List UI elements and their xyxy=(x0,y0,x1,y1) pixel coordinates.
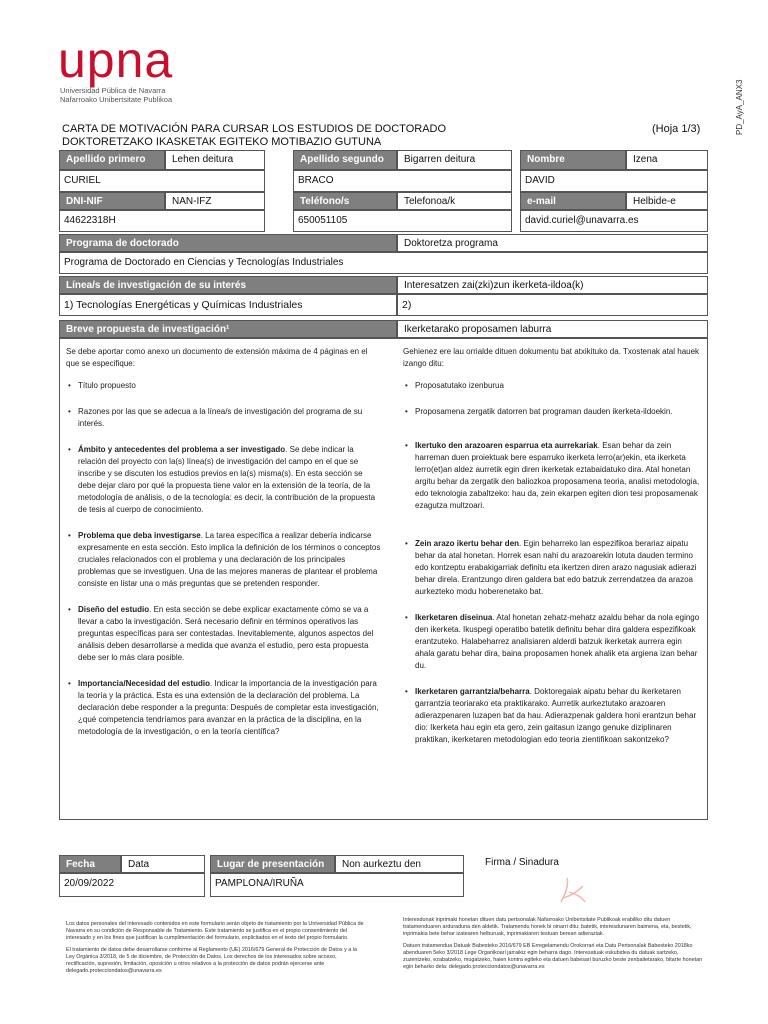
lugar-field[interactable]: PAMPLONA/IRUÑA xyxy=(210,873,464,897)
eu-bullet-diseinua-text: . Atal honetan zehatz-mehatz azaldu behar da nola egingo den ikerketa. Ikuspegi operatibo batetik definitu behar dira galdera espezifikoak erantzuteko. Halabeharrez analisiaren alderdi batzuk ikerketak aurrera egin ahala garatu behar dira, baina proposamen honek ahalik eta argiena izan behar du. xyxy=(415,613,700,670)
eu-bullet-garrantzia-text: . Doktoregaiak aipatu behar du ikerketaren garrantzia teoriarako eta praktikarako. Aurretik aurkeztutako arazoaren adierazpenaren luzapen bat da hau. Adierazpenak galdera honi erantzun behar dio: Ikerketa hau egin eta gero, zein gaitasun izango genuke diziplinaren praktikan, ikerketaren metodologian edo teoria zientifikoan sakontzeko? xyxy=(415,687,697,744)
email-label-eu: Helbide-e xyxy=(626,192,708,210)
linea-2-field[interactable]: 2) xyxy=(397,294,708,316)
apellido2-label-eu: Bigarren deitura xyxy=(397,150,512,170)
eu-bullet-garrantzia-title: Ikerketaren garrantzia/beharra xyxy=(415,687,530,696)
apellido2-field[interactable]: BRACO xyxy=(293,170,512,192)
university-name-es: Universidad Pública de Navarra xyxy=(60,86,166,95)
programa-field[interactable]: Programa de Doctorado en Ciencias y Tecnologías Industriales xyxy=(59,252,708,274)
es-bullet-ambito-text: . Se debe indicar la relación del proyecto con la(s) línea(s) de investigación del campo en el que se inscribe y se discuten los estudios previos en la(s) misma(s). En esta sección se debe dejar claro por qué la propuesta tiene valor en la extensión de la teoría, de la metodología de análisis, o de la tecnología: es decir, la contribución de la propuesta de tesis al cuerpo de conocimiento. xyxy=(78,445,376,514)
dni-field[interactable]: 44622318H xyxy=(59,210,265,232)
es-bullet-titulo xyxy=(66,380,382,392)
eu-bullet-garrantzia xyxy=(403,686,701,746)
email-field[interactable]: david.curiel@unavarra.es xyxy=(520,210,708,232)
es-bullet-problema xyxy=(66,530,382,590)
lugar-label: Lugar de presentación xyxy=(210,855,335,873)
title-es: CARTA DE MOTIVACIÓN PARA CURSAR LOS ESTUDIOS DE DOCTORADO xyxy=(62,123,447,135)
lugar-label-eu: Non aurkeztu den xyxy=(335,855,464,873)
eu-bullet-izenburua-text: Proposatutako izenburua xyxy=(415,381,504,390)
fecha-label-eu: Data xyxy=(121,855,205,873)
lineas-label: Línea/s de investigación de su interés xyxy=(59,276,397,294)
propuesta-es-column xyxy=(66,346,382,747)
eu-bullet-diseinua xyxy=(403,612,701,672)
programa-label: Programa de doctorado xyxy=(59,234,397,252)
eu-bullet-arazoa xyxy=(403,538,701,598)
legal-es-1: Los datos personales del interesado contenidos en este formulario serán objeto de tratamiento por la Universidad Pública de Navarra en su condición de Responsable de Tratamiento. Este tratamiento se justifica en el propio consentimiento del interesado y en los fines que justifican la cumplimentación del formulario, explicitados en el texto del propio formulario. xyxy=(66,921,364,941)
signature-area[interactable] xyxy=(545,872,605,912)
upna-logo: upna xyxy=(58,32,174,88)
linea-1-field[interactable]: 1) Tecnologías Energéticas y Químicas Industriales xyxy=(59,294,397,316)
es-bullet-problema-title: Problema que deba investigarse xyxy=(78,531,201,540)
lineas-label-eu: Interesatzen zai(zki)zun ikerketa-ildoa(k) xyxy=(397,276,708,294)
es-bullet-importancia xyxy=(66,678,382,738)
es-bullet-problema-text: . La tarea específica a realizar debería indicarse expresamente en esta sección. Esto implica la definición de los términos o conceptos cruciales relacionados con el problema y una declaración de los principales problemas que se investiguen. Una de las mejores maneras de plantear el problema consiste en listar una o más preguntas que se pretenden responder. xyxy=(78,531,381,588)
es-bullet-ambito xyxy=(66,444,382,516)
apellido1-label: Apellido primero xyxy=(59,150,165,170)
document-code: PD_AyA_ANX3 xyxy=(735,79,744,135)
fecha-label: Fecha xyxy=(59,855,121,873)
es-intro: Se debe aportar como anexo un documento de extensión máxima de 4 páginas en el que se especifique: xyxy=(66,347,368,368)
eu-bullet-arazoa-title: Zein arazo ikertu behar den xyxy=(415,539,520,548)
legal-eu-1: Interesdunak inprimaki honetan dituen datu pertsonalak Nafarroako Unibertsitate Publikoak erabiliko ditu datuen tratamenduaren arduraduna den aldetik. Tratamendu honek bi oinarri ditu: batetik, interesdunaren baimena, eta, bestetik, inprimakia bete behar izatearen helburuak, inprimakiaren testuan berean adieraziak. xyxy=(403,917,692,937)
legal-eu xyxy=(403,917,703,976)
es-bullet-titulo-text: Título propuesto xyxy=(78,381,136,390)
nombre-label: Nombre xyxy=(520,150,626,170)
dni-label-eu: NAN-IFZ xyxy=(165,192,265,210)
es-bullet-diseno-text: . En esta sección se debe explicar exactamente cómo se va a llevar a cabo la investigación. Será necesario definir en términos operativos las preguntas específicas para ser contestadas. Inevitablemente, algunos aspectos del análisis deben desarrollarse a medida que avanza el estudio, pero esta propuesta debe ser lo más clara posible. xyxy=(78,605,374,662)
eu-bullet-esparrua-text: . Esan behar da zein harreman duen proiektuak bere esparruko ikerketa lerro(ar)ekin, eta ikerketa lerro(et)an aldez aurretik egin diren ikerketak eztabaidatuko dira. Atal honetan argitu behar da zergatik den baliozkoa proposamena teoria, analisi metodologia, edo teknologia zabaltzeko: hau da, zein ekarpen egiten dion tesi proposamenak ezagutza multzoari. xyxy=(415,441,700,510)
programa-label-eu: Doktoretza programa xyxy=(397,234,708,252)
legal-es xyxy=(66,921,366,980)
eu-bullet-zergatik xyxy=(403,406,701,418)
es-bullet-importancia-text: . Indicar la importancia de la investigación para la teoría y la práctica. Esta es una extensión de la declaración del problema. La declaración debe responder a la pregunta: Después de completar esta investigación, ¿qué competencia tendríamos para avanzar en la práctica de la disciplina, en la metodología de la investigación, o en la teoría científica? xyxy=(78,679,379,736)
es-bullet-razones-text: Razones por las que se adecua a la línea/s de investigación del programa de su interés. xyxy=(78,407,363,428)
eu-bullet-esparrua-title: Ikertuko den arazoaren esparrua eta aurrekariak xyxy=(415,441,598,450)
es-bullet-ambito-title: Ámbito y antecedentes del problema a ser investigado xyxy=(78,445,286,454)
fecha-field[interactable]: 20/09/2022 xyxy=(59,873,205,897)
university-name-eu: Nafarroako Unibertsitate Publikoa xyxy=(60,95,173,104)
telefono-label-eu: Telefonoa/k xyxy=(397,192,512,210)
email-label: e-mail xyxy=(520,192,626,210)
apellido1-label-eu: Lehen deitura xyxy=(165,150,265,170)
es-bullet-diseno-title: Diseño del estudio xyxy=(78,605,150,614)
firma-label: Firma / Sinadura xyxy=(485,857,559,868)
legal-es-2: El tratamiento de datos debe desarrollarse conforme al Reglamento (UE) 2016/679 General de Protección de Datos y a la Ley Orgánica 3/2018, de 5 de diciembre, de Protección de Datos. Los derechos de los interesados sobre acceso, rectificación, supresión, limitación, oposición u otros relativos a la protección de datos podrán ejercerse ante delegado.protecciondatos@unavarra.es xyxy=(66,947,357,974)
nombre-label-eu: Izena xyxy=(626,150,708,170)
propuesta-label: Breve propuesta de investigación¹ xyxy=(59,320,397,338)
document-title xyxy=(62,123,446,149)
dni-label: DNI-NIF xyxy=(59,192,165,210)
signature-placeholder-icon xyxy=(545,872,605,912)
eu-bullet-zergatik-text: Proposamena zergatik datorren bat programan dauden ikerketa-ildoekin. xyxy=(415,407,673,416)
title-eu: DOKTORETZAKO IKASKETAK EGITEKO MOTIBAZIO GUTUNA xyxy=(62,136,382,148)
telefono-label: Teléfono/s xyxy=(293,192,397,210)
eu-bullet-esparrua xyxy=(403,440,701,512)
propuesta-label-eu: Ikerketarako proposamen laburra xyxy=(397,320,708,338)
eu-bullet-izenburua xyxy=(403,380,701,392)
es-bullet-diseno xyxy=(66,604,382,664)
propuesta-eu-column xyxy=(403,346,701,755)
es-bullet-importancia-title: Importancia/Necesidad del estudio xyxy=(78,679,211,688)
telefono-field[interactable]: 650051105 xyxy=(293,210,512,232)
university-name xyxy=(60,86,172,104)
eu-bullet-arazoa-text: . Egin beharreko lan espezifikoa berariaz aipatu behar da atal honetan. Horrek esan nahi du arazoarekin lotuta dauden termino edo kontzeptu erabakigarriak definitu eta ikertzen diren arazo nagusiak adierazi behar direla. Erantzungo diren galdera bat edo batzuk zerrendatzea da arazoa aurkezteko modu hoberenetako bat. xyxy=(415,539,697,596)
nombre-field[interactable]: DAVID xyxy=(520,170,708,192)
page-label: (Hoja 1/3) xyxy=(652,123,701,135)
apellido2-label: Apellido segundo xyxy=(293,150,397,170)
es-bullet-razones xyxy=(66,406,382,430)
eu-bullet-diseinua-title: Ikerketaren diseinua xyxy=(415,613,493,622)
eu-intro: Gehienez ere lau orrialde dituen dokumentu bat atxikituko da. Txostenak atal hauek izango ditu: xyxy=(403,347,700,368)
legal-eu-2: Datuen tratamendua Datuak Babesteko 2016/679 EB Erregelamendu Orokorrari eta Datu Pertsonalak Babesteko 2018ko abenduaren 5eko 3/2018 Lege Organikoari jarraikiz egin beharra dago. Interesatuak eskubidea du datuak sartzeko, zuzentzeko, ezabatzeko, mugatzeko, haien kontra egiteko eta datuen babesari buruzko beste zenbaitetarako, bitarte honetan egin beharko dela: delegado.protecciondatos@unavarra.es xyxy=(403,943,703,970)
apellido1-field[interactable]: CURIEL xyxy=(59,170,265,192)
